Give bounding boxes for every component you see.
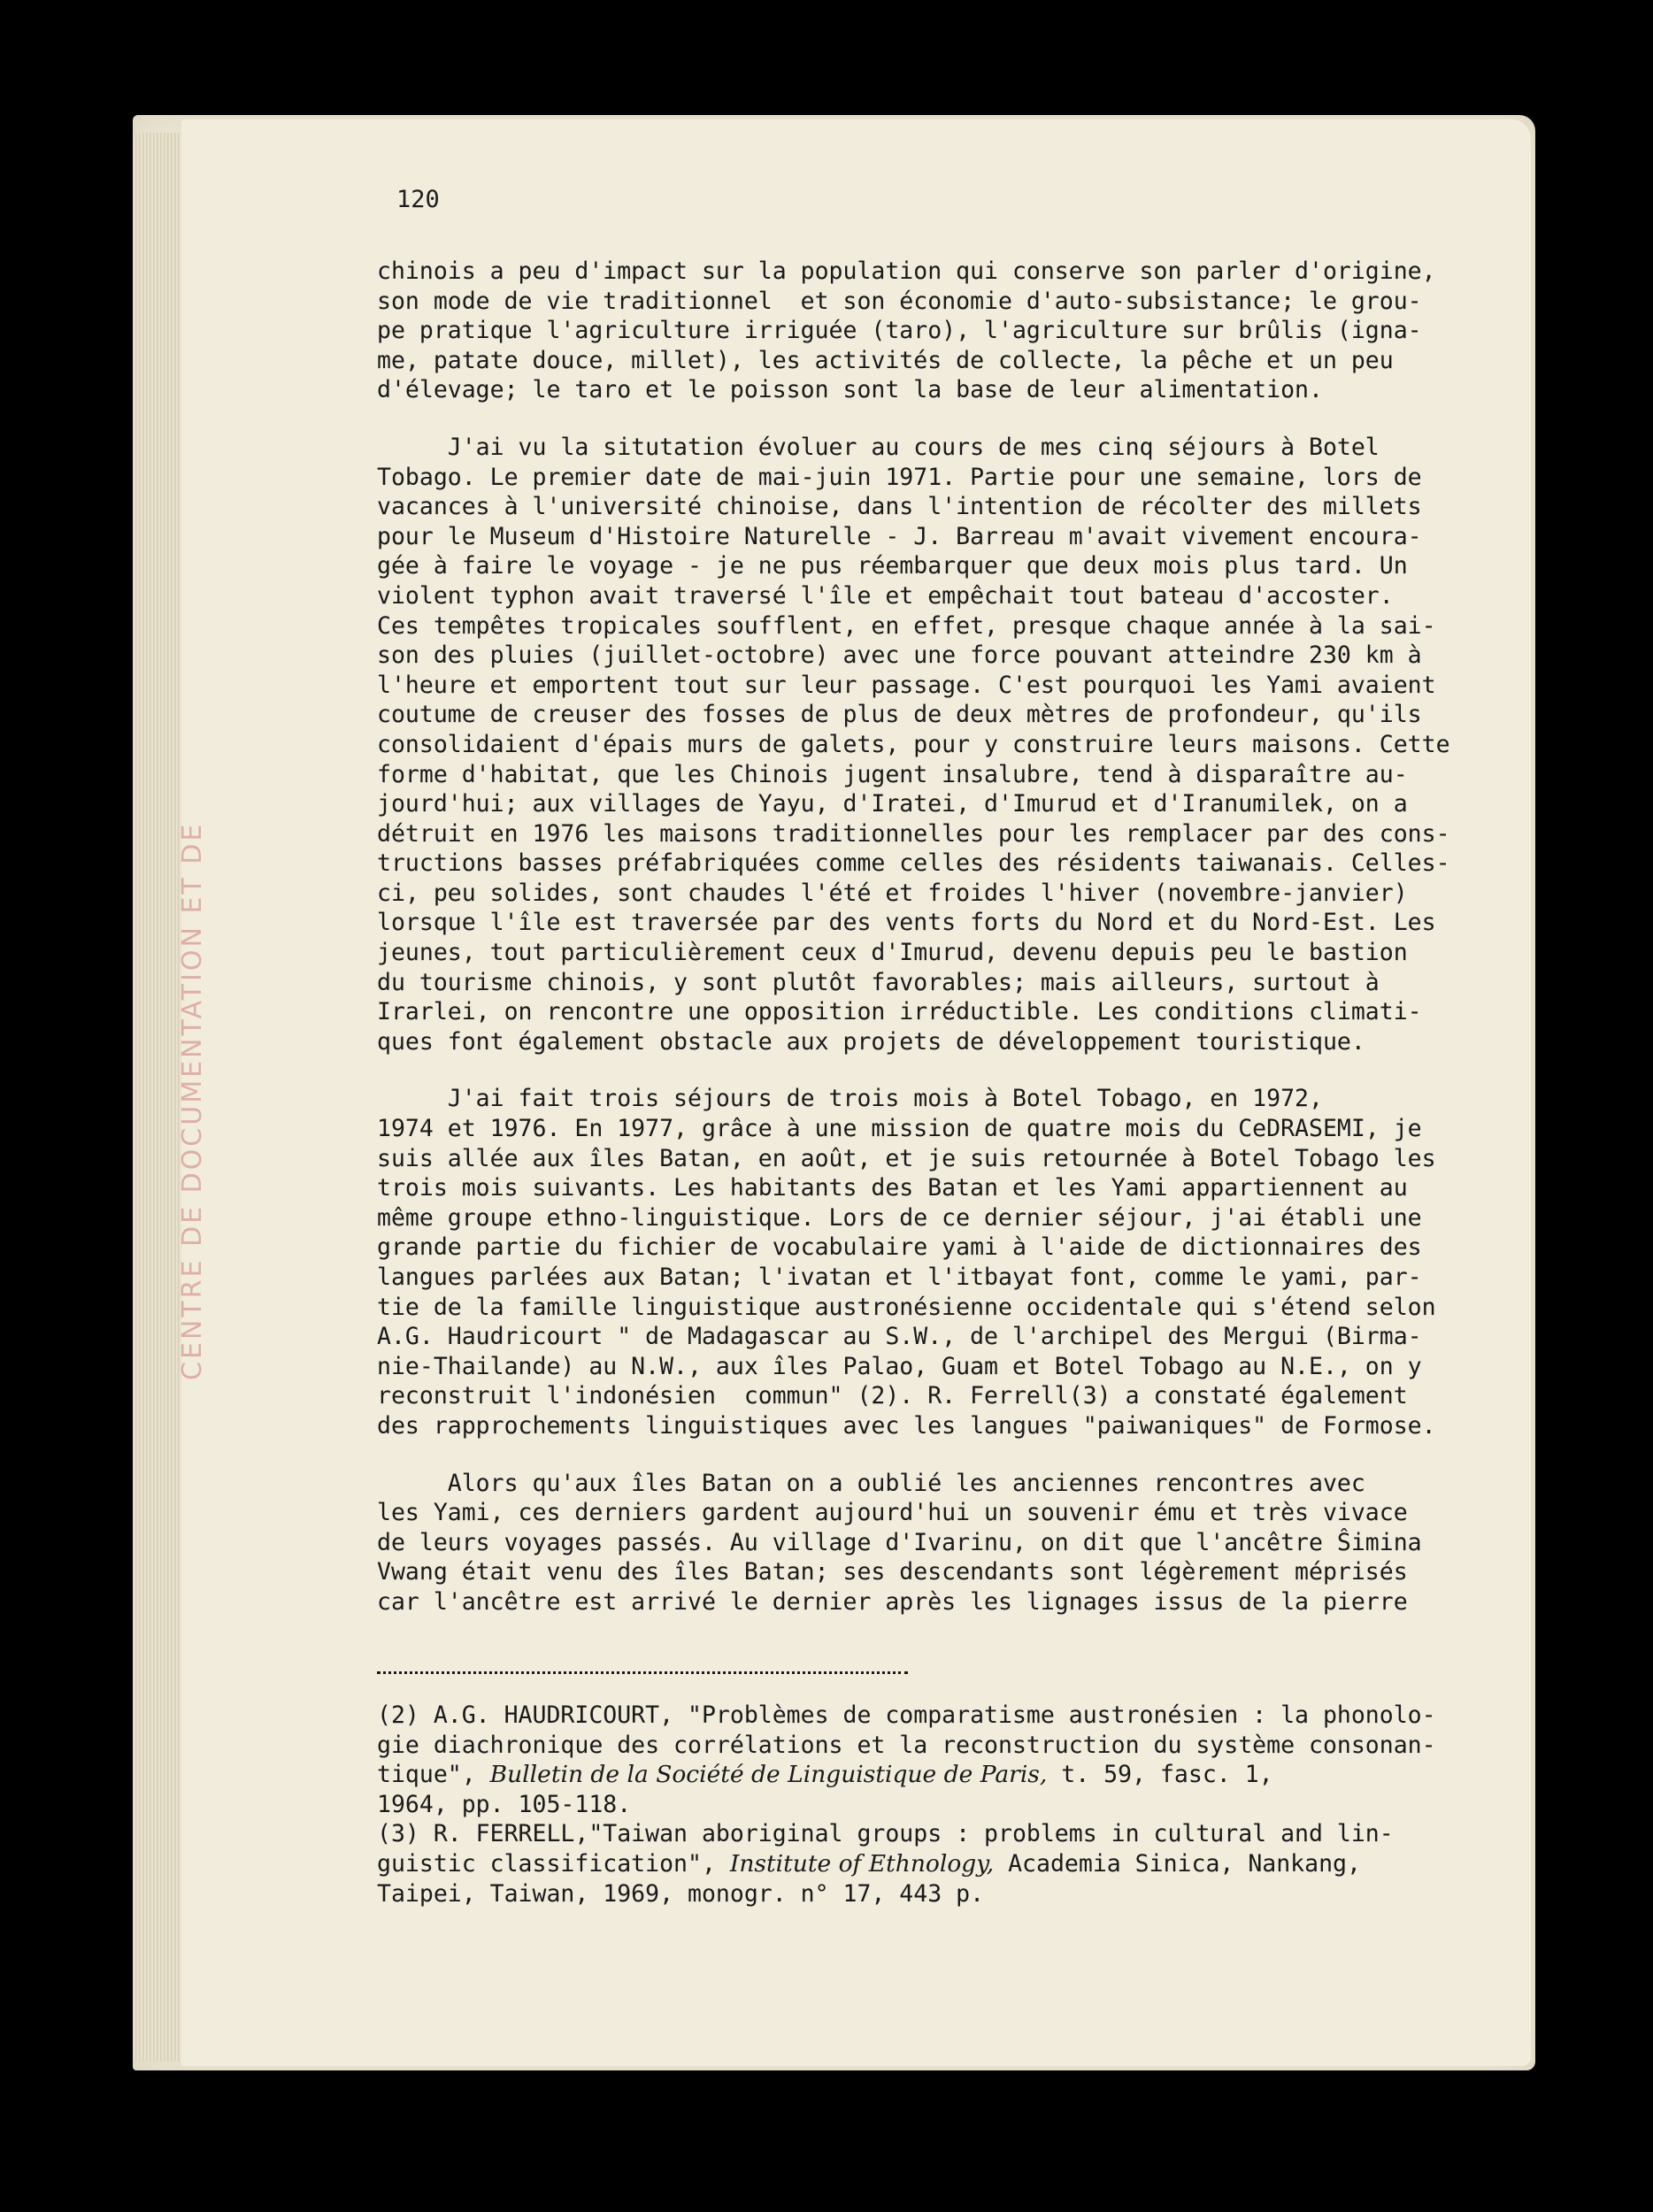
text-line: violent typhon avait traversé l'île et empêchait tout bateau d'accoster. bbox=[377, 581, 1394, 610]
paragraph bbox=[377, 1084, 1474, 1440]
footnote-line bbox=[377, 1849, 1474, 1879]
text-line: vacances à l'université chinoise, dans l'intention de récolter des millets bbox=[377, 493, 1422, 521]
library-stamp: CENTRE DE DOCUMENTATION ET DE bbox=[177, 821, 208, 1380]
footnote-line: (3) R. FERRELL,"Taiwan aboriginal groups : problems in cultural and lin- bbox=[377, 1820, 1394, 1848]
text-line: de leurs voyages passés. Au village d'Ivarinu, on dit que l'ancêtre Ŝimina bbox=[377, 1528, 1422, 1556]
text-line: nie-Thailande) au N.W., aux îles Palao, Guam et Botel Tobago au N.E., on y bbox=[377, 1352, 1422, 1380]
footnotes bbox=[377, 1701, 1474, 1909]
text-line: consolidaient d'épais murs de galets, pour y construire leurs maisons. Cette bbox=[377, 730, 1450, 758]
text-line: Irarlei, on rencontre une opposition irréductible. Les conditions climati- bbox=[377, 998, 1422, 1026]
text-line: car l'ancêtre est arrivé le dernier après les lignages issus de la pierre bbox=[377, 1587, 1408, 1616]
text-line: chinois a peu d'impact sur la population qui conserve son parler d'origine, bbox=[377, 257, 1436, 285]
text-line: lorsque l'île est traversée par des vents forts du Nord et du Nord-Est. Les bbox=[377, 909, 1436, 937]
text-line: suis allée aux îles Batan, en août, et je suis retournée à Botel Tobago les bbox=[377, 1144, 1436, 1172]
text-line: jeunes, tout particulièrement ceux d'Imurud, devenu depuis peu le bastion bbox=[377, 939, 1408, 967]
text-line: les Yami, ces derniers gardent aujourd'hui un souvenir ému et très vivace bbox=[377, 1499, 1408, 1527]
footnote-line: gie diachronique des corrélations et la reconstruction du système consonan- bbox=[377, 1731, 1436, 1759]
text-line: son des pluies (juillet-octobre) avec une force pouvant atteindre 230 km à bbox=[377, 641, 1422, 670]
text-line: tructions basses préfabriquées comme celles des résidents taiwanais. Celles- bbox=[377, 849, 1450, 878]
text-line: reconstruit l'indonésien commun" (2). R. Ferrell(3) a constaté également bbox=[377, 1382, 1408, 1410]
text-line: ci, peu solides, sont chaudes l'été et froides l'hiver (novembre-janvier) bbox=[377, 879, 1408, 907]
paragraph bbox=[377, 1469, 1474, 1617]
text-line: Alors qu'aux îles Batan on a oublié les anciennes rencontres avec bbox=[377, 1469, 1365, 1497]
text-line: me, patate douce, millet), les activités de collecte, la pêche et un peu bbox=[377, 346, 1394, 374]
footnote-separator bbox=[377, 1671, 908, 1674]
text-line: détruit en 1976 les maisons traditionnelles pour les remplacer par des cons- bbox=[377, 819, 1450, 848]
paragraph bbox=[377, 257, 1474, 405]
text-line: pe pratique l'agriculture irriguée (taro), l'agriculture sur brûlis (igna- bbox=[377, 317, 1422, 345]
text-line: l'heure et emportent tout sur leur passage. C'est pourquoi les Yami avaient bbox=[377, 671, 1436, 699]
footnote-line: Taipei, Taiwan, 1969, monogr. n° 17, 443 p. bbox=[377, 1879, 985, 1908]
text-line: gée à faire le voyage - je ne pus réembarquer que deux mois plus tard. Un bbox=[377, 552, 1408, 580]
footnote-line bbox=[377, 1760, 1474, 1790]
text-line: jourd'hui; aux villages de Yayu, d'Iratei, d'Imurud et d'Iranumilek, on a bbox=[377, 790, 1408, 818]
text-line: tie de la famille linguistique austronésienne occidentale qui s'étend selon bbox=[377, 1293, 1436, 1321]
journal-title: Bulletin de la Société de Linguistique de Paris, bbox=[489, 1761, 1048, 1789]
text-line: 1974 et 1976. En 1977, grâce à une mission de quatre mois du CeDRASEMI, je bbox=[377, 1115, 1422, 1143]
text-line: Vwang était venu des îles Batan; ses descendants sont légèrement méprisés bbox=[377, 1558, 1408, 1586]
text-line: A.G. Haudricourt " de Madagascar au S.W., de l'archipel des Mergui (Birma- bbox=[377, 1323, 1422, 1351]
text-line: d'élevage; le taro et le poisson sont la base de leur alimentation. bbox=[377, 376, 1323, 404]
text-line: du tourisme chinois, y sont plutôt favorables; mais ailleurs, surtout à bbox=[377, 968, 1380, 996]
text-line: J'ai fait trois séjours de trois mois à Botel Tobago, en 1972, bbox=[377, 1085, 1323, 1113]
paragraph bbox=[377, 433, 1474, 1056]
text-line: Ces tempêtes tropicales soufflent, en effet, presque chaque année à la sai- bbox=[377, 611, 1436, 640]
footnote-text: guistic classification", bbox=[377, 1849, 730, 1878]
text-line: son mode de vie traditionnel et son économie d'auto-subsistance; le grou- bbox=[377, 287, 1422, 315]
footnote-text: t. 59, fasc. 1, bbox=[1047, 1761, 1273, 1789]
main-text bbox=[377, 257, 1474, 1617]
text-line: pour le Museum d'Histoire Naturelle - J. Barreau m'avait vivement encoura- bbox=[377, 522, 1422, 550]
text-line: des rapprochements linguistiques avec les langues "paiwaniques" de Formose. bbox=[377, 1411, 1436, 1440]
text-line: ques font également obstacle aux projets de développement touristique. bbox=[377, 1027, 1365, 1056]
text-line: grande partie du fichier de vocabulaire yami à l'aide de dictionnaires des bbox=[377, 1233, 1422, 1262]
text-line: langues parlées aux Batan; l'ivatan et l'itbayat font, comme le yami, par- bbox=[377, 1263, 1422, 1291]
footnote-3 bbox=[377, 1819, 1474, 1909]
footnote-text: tique", bbox=[377, 1761, 490, 1789]
institute-title: Institute of Ethnology, bbox=[729, 1849, 995, 1878]
text-line: J'ai vu la situtation évoluer au cours de mes cinq séjours à Botel bbox=[377, 433, 1380, 461]
footnote-text: Academia Sinica, Nankang, bbox=[994, 1849, 1361, 1878]
text-line: coutume de creuser des fosses de plus de deux mètres de profondeur, qu'ils bbox=[377, 701, 1422, 729]
text-line: même groupe ethno-linguistique. Lors de ce dernier séjour, j'ai établi une bbox=[377, 1203, 1422, 1232]
footnote-line: (2) A.G. HAUDRICOURT, "Problèmes de comparatisme austronésien : la phonolo- bbox=[377, 1701, 1436, 1729]
page-number: 120 bbox=[396, 186, 440, 213]
text-line: forme d'habitat, que les Chinois jugent insalubre, tend à disparaître au- bbox=[377, 760, 1408, 788]
text-line: Tobago. Le premier date de mai-juin 1971. Partie pour une semaine, lors de bbox=[377, 463, 1422, 491]
text-line: trois mois suivants. Les habitants des Batan et les Yami appartiennent au bbox=[377, 1174, 1408, 1202]
footnote-2 bbox=[377, 1701, 1474, 1819]
footnote-line: 1964, pp. 105-118. bbox=[377, 1790, 632, 1818]
